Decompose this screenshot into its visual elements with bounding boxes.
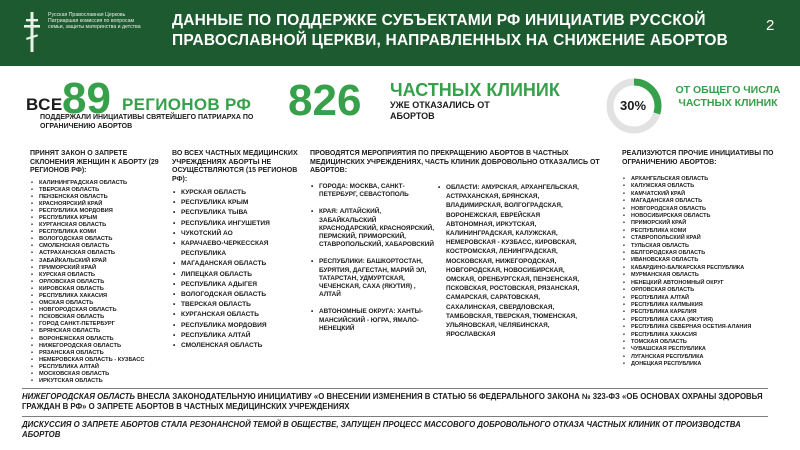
measures-left-groups bbox=[310, 183, 435, 342]
slide-number: 2 bbox=[766, 17, 775, 34]
region-list-item: • ТОМСКАЯ ОБЛАСТЬ bbox=[622, 339, 782, 346]
region-list-item: • ОРЛОВСКАЯ ОБЛАСТЬ bbox=[622, 287, 782, 294]
region-list-item: • КРАСНОЯРСКИЙ КРАЙ bbox=[30, 201, 172, 208]
clinics-number: 826 bbox=[288, 76, 362, 125]
region-list-item: • КИРОВСКАЯ ОБЛАСТЬ bbox=[30, 286, 172, 293]
region-list-item: • РЕСПУБЛИКА СЕВЕРНАЯ ОСЕТИЯ-АЛАНИЯ bbox=[622, 324, 782, 331]
region-list-item: • МОСКОВСКАЯ ОБЛАСТЬ bbox=[30, 371, 172, 378]
region-list-item: • РЕСПУБЛИКА АДЫГЕЯ bbox=[172, 280, 302, 290]
region-list-item: • ПРИМОРСКИЙ КРАЙ bbox=[30, 265, 172, 272]
region-list-item: • РЕСПУБЛИКА АЛТАЙ bbox=[172, 331, 302, 341]
region-list-item: • НОВГОРОДСКАЯ ОБЛАСТЬ bbox=[622, 206, 782, 213]
region-list-item: • ОРЛОВСКАЯ ОБЛАСТЬ bbox=[30, 279, 172, 286]
no-abortion-heading: ВО ВСЕХ ЧАСТНЫХ МЕДИЦИНСКИХ УЧРЕЖДЕНИЯХ АБОРТЫ НЕ ОСУЩЕСТВЛЯЮТСЯ (15 РЕГИОНОВ РФ): bbox=[172, 150, 298, 183]
region-list-item: • НИЖЕГОРОДСКАЯ ОБЛАСТЬ bbox=[30, 343, 172, 350]
region-list-item: • ПСКОВСКАЯ ОБЛАСТЬ bbox=[30, 314, 172, 321]
region-list-item: • РЕСПУБЛИКА КРЫМ bbox=[30, 215, 172, 222]
region-list-item: • РЕСПУБЛИКА АЛТАЙ bbox=[30, 364, 172, 371]
region-list-item: • ИРКУТСКАЯ ОБЛАСТЬ bbox=[30, 378, 172, 385]
measures-right-group bbox=[437, 183, 587, 339]
region-list-item: • ВОЛОГОДСКАЯ ОБЛАСТЬ bbox=[172, 290, 302, 300]
law-regions-heading: ПРИНЯТ ЗАКОН О ЗАПРЕТЕ СКЛОНЕНИЯ ЖЕНЩИН К АБОРТУ (29 РЕГИОНОВ РФ): bbox=[30, 150, 159, 174]
region-list-item: • РЕСПУБЛИКА ТЫВА bbox=[172, 208, 302, 218]
region-group: • ГОРОДА: МОСКВА, САНКТ-ПЕТЕРБУРГ, СЕВАСТОПОЛЬ bbox=[310, 183, 435, 199]
region-list-item: • ПРИМОРСКИЙ КРАЙ bbox=[622, 220, 782, 227]
header-bar bbox=[0, 0, 800, 66]
region-list-item: • РЕСПУБЛИКА КРЫМ bbox=[172, 198, 302, 208]
region-list-item: • КАЛИНИНГРАДСКАЯ ОБЛАСТЬ bbox=[30, 180, 172, 187]
region-list-item: • КУРСКАЯ ОБЛАСТЬ bbox=[30, 272, 172, 279]
measures-heading: ПРОВОДЯТСЯ МЕРОПРИЯТИЯ ПО ПРЕКРАЩЕНИЮ АБОРТОВ В ЧАСТНЫХ МЕДИЦИНСКИХ УЧРЕЖДЕНИЯХ, ЧАСТЬ КЛИНИК ДОБРОВОЛЬНО ОТКАЗАЛИСЬ ОТ АБОРТОВ: bbox=[310, 150, 600, 174]
region-list-item: • ИВАНОВСКАЯ ОБЛАСТЬ bbox=[622, 257, 782, 264]
footer-note-text: ВНЕСЛА ЗАКОНОДАТЕЛЬНУЮ ИНИЦИАТИВУ «О ВНЕСЕНИИ ИЗМЕНЕНИЯ В СТАТЬЮ 56 ФЕДЕРАЛЬНОГО ЗАКОНА № 323-ФЗ «ОБ ОСНОВАХ ОХРАНЫ ЗДОРОВЬЯ ГРАЖДАН В РФ» О ЗАПРЕТЕ АБОРТОВ В ЧАСТНЫХ МЕДИЦИНСКИХ УЧРЕЖДЕНИЯХ bbox=[22, 392, 763, 411]
measures-column bbox=[310, 150, 610, 339]
region-list-item: • АРХАНГЕЛЬСКАЯ ОБЛАСТЬ bbox=[622, 176, 782, 183]
region-list-item: • КАЛУЖСКАЯ ОБЛАСТЬ bbox=[622, 183, 782, 190]
no-abortion-regions-column bbox=[172, 150, 302, 351]
region-list-item: • ЧУВАШСКАЯ РЕСПУБЛИКА bbox=[622, 346, 782, 353]
region-list-item: • БЕЛГОРОДСКАЯ ОБЛАСТЬ bbox=[622, 250, 782, 257]
region-list-item: • РЕСПУБЛИКА ИНГУШЕТИЯ bbox=[172, 219, 302, 229]
region-list-item: • КАБАРДИНО-БАЛКАРСКАЯ РЕСПУБЛИКА bbox=[622, 265, 782, 272]
logo-commission-name: Патриаршая комиссия по вопросам семьи, защиты материнства и детства bbox=[48, 18, 141, 31]
regions-suffix: РЕГИОНОВ РФ bbox=[122, 95, 252, 114]
regions-caption: ПОДДЕРЖАЛИ ИНИЦИАТИВЫ СВЯТЕЙШЕГО ПАТРИАРХА ПО ОГРАНИЧЕНИЮ АБОРТОВ bbox=[40, 114, 254, 130]
regions-number: 89 bbox=[62, 74, 111, 123]
region-group: • РЕСПУБЛИКИ: БАШКОРТОСТАН, БУРЯТИЯ, ДАГЕСТАН, МАРИЙ ЭЛ, ТАТАРСТАН, УДМУРТСКАЯ, ЧЕЧЕНСКАЯ, САХА (ЯКУТИЯ) , АЛТАЙ bbox=[310, 258, 435, 299]
footer-region: НИЖЕГОРОДСКАЯ ОБЛАСТЬ bbox=[22, 392, 136, 401]
footer-note bbox=[22, 392, 768, 412]
region-list-item: • НОВОСИБИРСКАЯ ОБЛАСТЬ bbox=[622, 213, 782, 220]
region-list-item: • ГОРОД САНКТ-ПЕТЕРБУРГ bbox=[30, 321, 172, 328]
region-list-item: • ЛИПЕЦКАЯ ОБЛАСТЬ bbox=[172, 270, 302, 280]
region-list-item: • РЕСПУБЛИКА МОРДОВИЯ bbox=[30, 208, 172, 215]
region-list-item: • КАМЧАТСКИЙ КРАЙ bbox=[622, 191, 782, 198]
no-abortion-list bbox=[172, 188, 302, 351]
other-initiatives-list bbox=[622, 176, 782, 369]
law-regions-column bbox=[30, 150, 172, 385]
region-list-item: • НЕНЕЦКИЙ АВТОНОМНЫЙ ОКРУГ bbox=[622, 280, 782, 287]
region-list-item: • КАРАЧАЕВО-ЧЕРКЕССКАЯ РЕСПУБЛИКА bbox=[172, 239, 302, 259]
oblasti-group: • ОБЛАСТИ: АМУРСКАЯ, АРХАНГЕЛЬСКАЯ, АСТРАХАНСКАЯ, БРЯНСКАЯ, ВЛАДИМИРСКАЯ, ВОЛГОГРАДСКАЯ, ВОРОНЕЖСКАЯ, ЕВРЕЙСКАЯ АВТОНОМНАЯ, ИРКУТСКАЯ, КАЛИНИНГРАДСКАЯ, КАЛУЖСКАЯ, НЕМЕРОВСКАЯ - КУЗБАСС, КИРОВСКАЯ, КОСТРОМСКАЯ, ЛЕНИНГРАДСКАЯ, МОСКОВСКАЯ, НИЖЕГОРОДСКАЯ, НОВГОРОДСКАЯ, НОВОСИБИРСКАЯ, ОМСКАЯ, ОРЕНБУРГСКАЯ, ПЕНЗЕНСКАЯ, ПСКОВСКАЯ, РОСТОВСКАЯ, РЯЗАНСКАЯ, САМАРСКАЯ, САРАТОВСКАЯ, САХАЛИНСКАЯ, СВЕРДЛОВСКАЯ, ТАМБОВСКАЯ, ТВЕРСКАЯ, ТЮМЕНСКАЯ, УЛЬЯНОВСКАЯ, ЧЕЛЯБИНСКАЯ, ЯРОСЛАВСКАЯ bbox=[437, 183, 587, 339]
percent-label: 30% bbox=[620, 98, 647, 113]
region-list-item: • ЛУГАНСКАЯ РЕСПУБЛИКА bbox=[622, 354, 782, 361]
regions-prefix: ВСЕ bbox=[26, 95, 63, 114]
region-list-item: • РЕСПУБЛИКА ХАКАСИЯ bbox=[30, 293, 172, 300]
logo bbox=[22, 10, 147, 56]
region-list-item: • РЕСПУБЛИКА КАЛМЫКИЯ bbox=[622, 302, 782, 309]
region-list-item: • ТВЕРСКАЯ ОБЛАСТЬ bbox=[172, 300, 302, 310]
regions-stat bbox=[26, 76, 266, 132]
region-list-item: • ПЕНЗЕНСКАЯ ОБЛАСТЬ bbox=[30, 194, 172, 201]
region-list-item: • ОМСКАЯ ОБЛАСТЬ bbox=[30, 300, 172, 307]
clinics-caption: УЖЕ ОТКАЗАЛИСЬ ОТ АБОРТОВ bbox=[390, 100, 490, 121]
region-list-item: • ВОЛОГОДСКАЯ ОБЛАСТЬ bbox=[30, 236, 172, 243]
region-group: • АВТОНОМНЫЕ ОКРУГА: ХАНТЫ-МАНСИЙСКИЙ - ЮГРА, ЯМАЛО-НЕНЕЦКИЙ bbox=[310, 308, 435, 333]
region-list-item: • ТУЛЬСКАЯ ОБЛАСТЬ bbox=[622, 243, 782, 250]
region-list-item: • СМОЛЕНСКАЯ ОБЛАСТЬ bbox=[172, 341, 302, 351]
region-list-item: • СМОЛЕНСКАЯ ОБЛАСТЬ bbox=[30, 243, 172, 250]
region-group: • КРАЯ: АЛТАЙСКИЙ, ЗАБАЙКАЛЬСКИЙ КРАСНОДАРСКИЙ, КРАСНОЯРСКИЙ, ПЕРМСКИЙ, ПРИМОРСКИЙ, СТАВРОПОЛЬСКИЙ, ХАБАРОВСКИЙ bbox=[310, 208, 435, 249]
clinics-stat bbox=[288, 78, 578, 128]
page-title: ДАННЫЕ ПО ПОДДЕРЖКЕ СУБЪЕКТАМИ РФ ИНИЦИАТИВ РУССКОЙ ПРАВОСЛАВНОЙ ЦЕРКВИ, НАПРАВЛЕННЫХ НА СНИЖЕНИЕ АБОРТОВ bbox=[172, 12, 729, 49]
region-list-item: • РЕСПУБЛИКА ХАКАСИЯ bbox=[622, 332, 782, 339]
region-list-item: • РЕСПУБЛИКА АЛТАЙ bbox=[622, 295, 782, 302]
region-list-item: • ТВЕРСКАЯ ОБЛАСТЬ bbox=[30, 187, 172, 194]
clinics-title: ЧАСТНЫХ КЛИНИК bbox=[390, 80, 560, 100]
divider bbox=[22, 416, 768, 417]
region-list-item: • ЗАБАЙКАЛЬСКИЙ КРАЙ bbox=[30, 258, 172, 265]
region-list-item: • МАГАДАНСКАЯ ОБЛАСТЬ bbox=[622, 198, 782, 205]
region-list-item: • РЕСПУБЛИКА КОМИ bbox=[30, 229, 172, 236]
region-list-item: • РЕСПУБЛИКА САХА (ЯКУТИЯ) bbox=[622, 317, 782, 324]
region-list-item: • СТАВРОПОЛЬСКИЙ КРАЙ bbox=[622, 235, 782, 242]
region-list-item: • РЕСПУБЛИКА КАРЕЛИЯ bbox=[622, 309, 782, 316]
region-list-item: • ВОРОНЕЖСКАЯ ОБЛАСТЬ bbox=[30, 336, 172, 343]
cross-emblem-icon bbox=[22, 10, 42, 54]
region-list-item: • ЧУКОТСКИЙ АО bbox=[172, 229, 302, 239]
region-list-item: • МАГАДАНСКАЯ ОБЛАСТЬ bbox=[172, 259, 302, 269]
region-list-item: • БРЯНСКАЯ ОБЛАСТЬ bbox=[30, 328, 172, 335]
region-list-item: • ДОНЕЦКАЯ РЕСПУБЛИКА bbox=[622, 361, 782, 368]
region-list-item: • НЕМЕРОВСКАЯ ОБЛАСТЬ - КУЗБАСС bbox=[30, 357, 172, 364]
footer-quote: ДИСКУССИЯ О ЗАПРЕТЕ АБОРТОВ СТАЛА РЕЗОНАНСНОЙ ТЕМОЙ В ОБЩЕСТВЕ, ЗАПУЩЕН ПРОЦЕСС МАССОВОГО ДОБРОВОЛЬНОГО ОТКАЗА ЧАСТНЫХ КЛИНИК ОТ ПРОИЗВОДСТВА АБОРТОВ bbox=[22, 420, 741, 439]
logo-church-name: Русская Православная Церковь bbox=[48, 12, 126, 18]
other-initiatives-heading: РЕАЛИЗУЮТСЯ ПРОЧИЕ ИНИЦИАТИВЫ ПО ОГРАНИЧЕНИЮ АБОРТОВ: bbox=[622, 150, 774, 166]
region-list-item: • РЯЗАНСКАЯ ОБЛАСТЬ bbox=[30, 350, 172, 357]
divider bbox=[22, 388, 768, 389]
law-regions-list bbox=[30, 180, 172, 386]
region-list-item: • КУРСКАЯ ОБЛАСТЬ bbox=[172, 188, 302, 198]
other-initiatives-column bbox=[622, 150, 782, 369]
region-list-item: • НОВГОРОДСКАЯ ОБЛАСТЬ bbox=[30, 307, 172, 314]
region-list-item: • МУРМАНСКАЯ ОБЛАСТЬ bbox=[622, 272, 782, 279]
region-list-item: • КУРГАНСКАЯ ОБЛАСТЬ bbox=[30, 222, 172, 229]
region-list-item: • КУРГАНСКАЯ ОБЛАСТЬ bbox=[172, 310, 302, 320]
region-list-item: • РЕСПУБЛИКА МОРДОВИЯ bbox=[172, 321, 302, 331]
percent-caption: ОТ ОБЩЕГО ЧИСЛА ЧАСТНЫХ КЛИНИК bbox=[675, 84, 781, 109]
region-list-item: • РЕСПУБЛИКА КОМИ bbox=[622, 228, 782, 235]
region-list-item: • АСТРАХАНСКАЯ ОБЛАСТЬ bbox=[30, 250, 172, 257]
